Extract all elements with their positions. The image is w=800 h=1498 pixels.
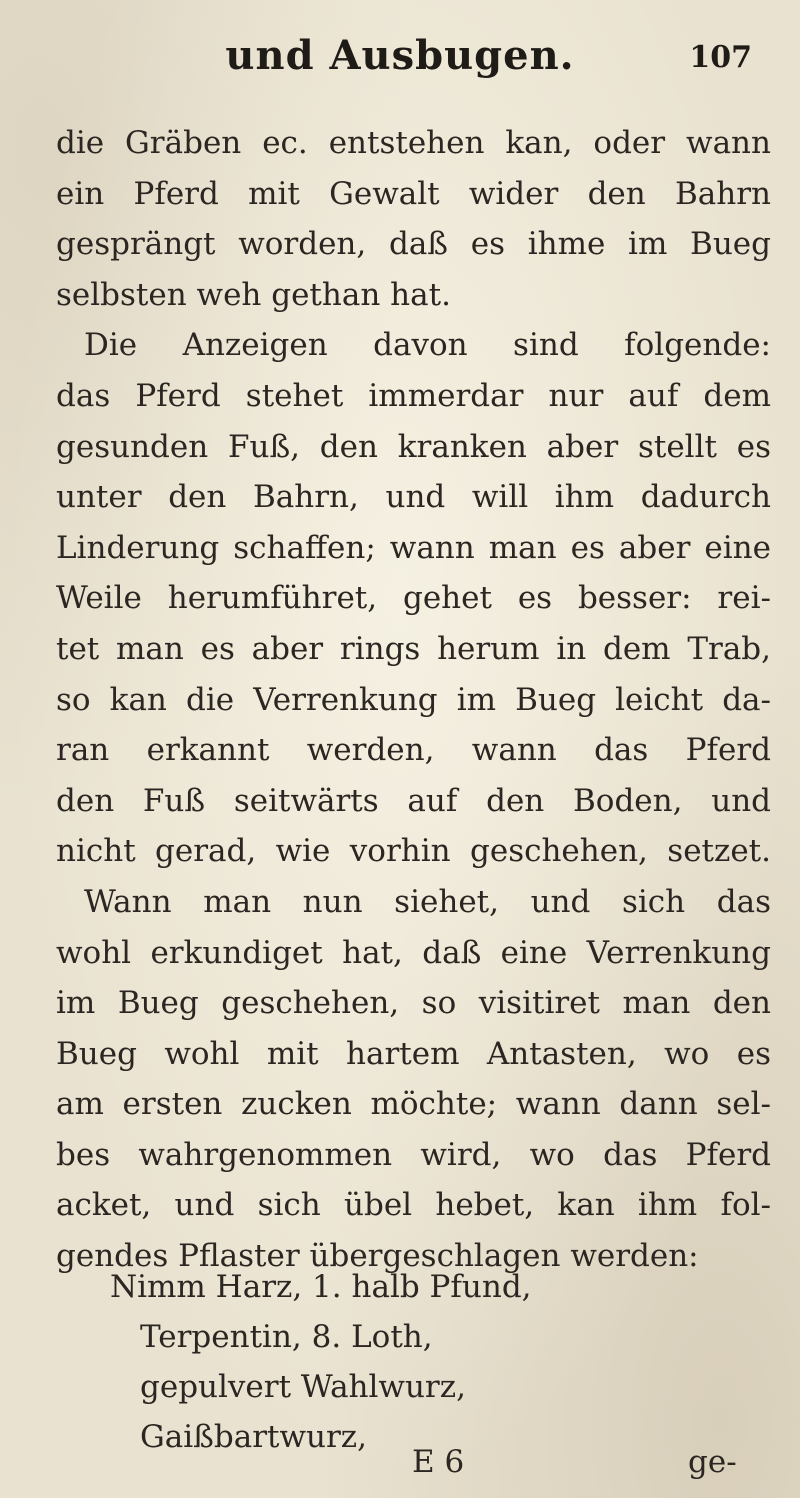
text-line: bes wahrgenommen wird, wo das Pferd xyxy=(56,1136,771,1173)
text-line: den Fuß seitwärts auf den Boden, und xyxy=(56,782,771,819)
recipe-item: Terpentin, 8. Loth, xyxy=(140,1319,433,1355)
text-line: im Bueg geschehen, so visitiret man den xyxy=(56,985,771,1022)
body-text xyxy=(56,118,771,1282)
text-line: Weile herumführet, gehet es besser: rei- xyxy=(56,580,771,617)
text-line: unter den Bahrn, und will ihm dadurch xyxy=(56,479,771,516)
text-line: so kan die Verrenkung im Bueg leicht da- xyxy=(56,681,771,718)
text-line: selbsten weh gethan hat. xyxy=(56,276,451,313)
text-line: Wann man nun siehet, und sich das xyxy=(84,883,771,920)
text-line: am ersten zucken möchte; wann dann sel- xyxy=(56,1086,771,1123)
text-line: gendes Pflaster übergeschlagen werden: xyxy=(56,1238,699,1275)
recipe-item: Gaißbartwurz, xyxy=(140,1419,367,1455)
text-line: tet man es aber rings herum in dem Trab, xyxy=(56,630,771,667)
text-line: Linderung schaffen; wann man es aber eine xyxy=(56,529,771,566)
text-line: gesprängt worden, daß es ihme im Bueg xyxy=(56,226,771,263)
text-line: nicht gerad, wie vorhin geschehen, setzet. xyxy=(56,833,771,870)
page-footer xyxy=(0,1444,800,1494)
catchword: ge- xyxy=(688,1444,737,1480)
signature-mark: E 6 xyxy=(412,1444,465,1480)
text-line: ein Pferd mit Gewalt wider den Bahrn xyxy=(56,175,771,212)
recipe-item: gepulvert Wahlwurz, xyxy=(140,1369,466,1405)
text-line: das Pferd stehet immerdar nur auf dem xyxy=(56,377,771,414)
recipe-item: Nimm Harz, 1. halb Pfund, xyxy=(110,1269,532,1305)
text-line: Bueg wohl mit hartem Antasten, wo es xyxy=(56,1035,771,1072)
page-header xyxy=(0,22,800,82)
text-line: ran erkannt werden, wann das Pferd xyxy=(56,732,771,769)
text-line: acket, und sich übel hebet, kan ihm fol- xyxy=(56,1187,771,1224)
text-line: wohl erkundiget hat, daß eine Verrenkung xyxy=(56,934,771,971)
page-number: 107 xyxy=(689,40,752,75)
text-line: Die Anzeigen davon sind folgende: xyxy=(84,327,771,364)
text-line: gesunden Fuß, den kranken aber stellt es xyxy=(56,428,771,465)
text-line: die Gräben ec. entstehen kan, oder wann xyxy=(56,125,771,161)
running-title: und Ausbugen. xyxy=(225,32,575,79)
